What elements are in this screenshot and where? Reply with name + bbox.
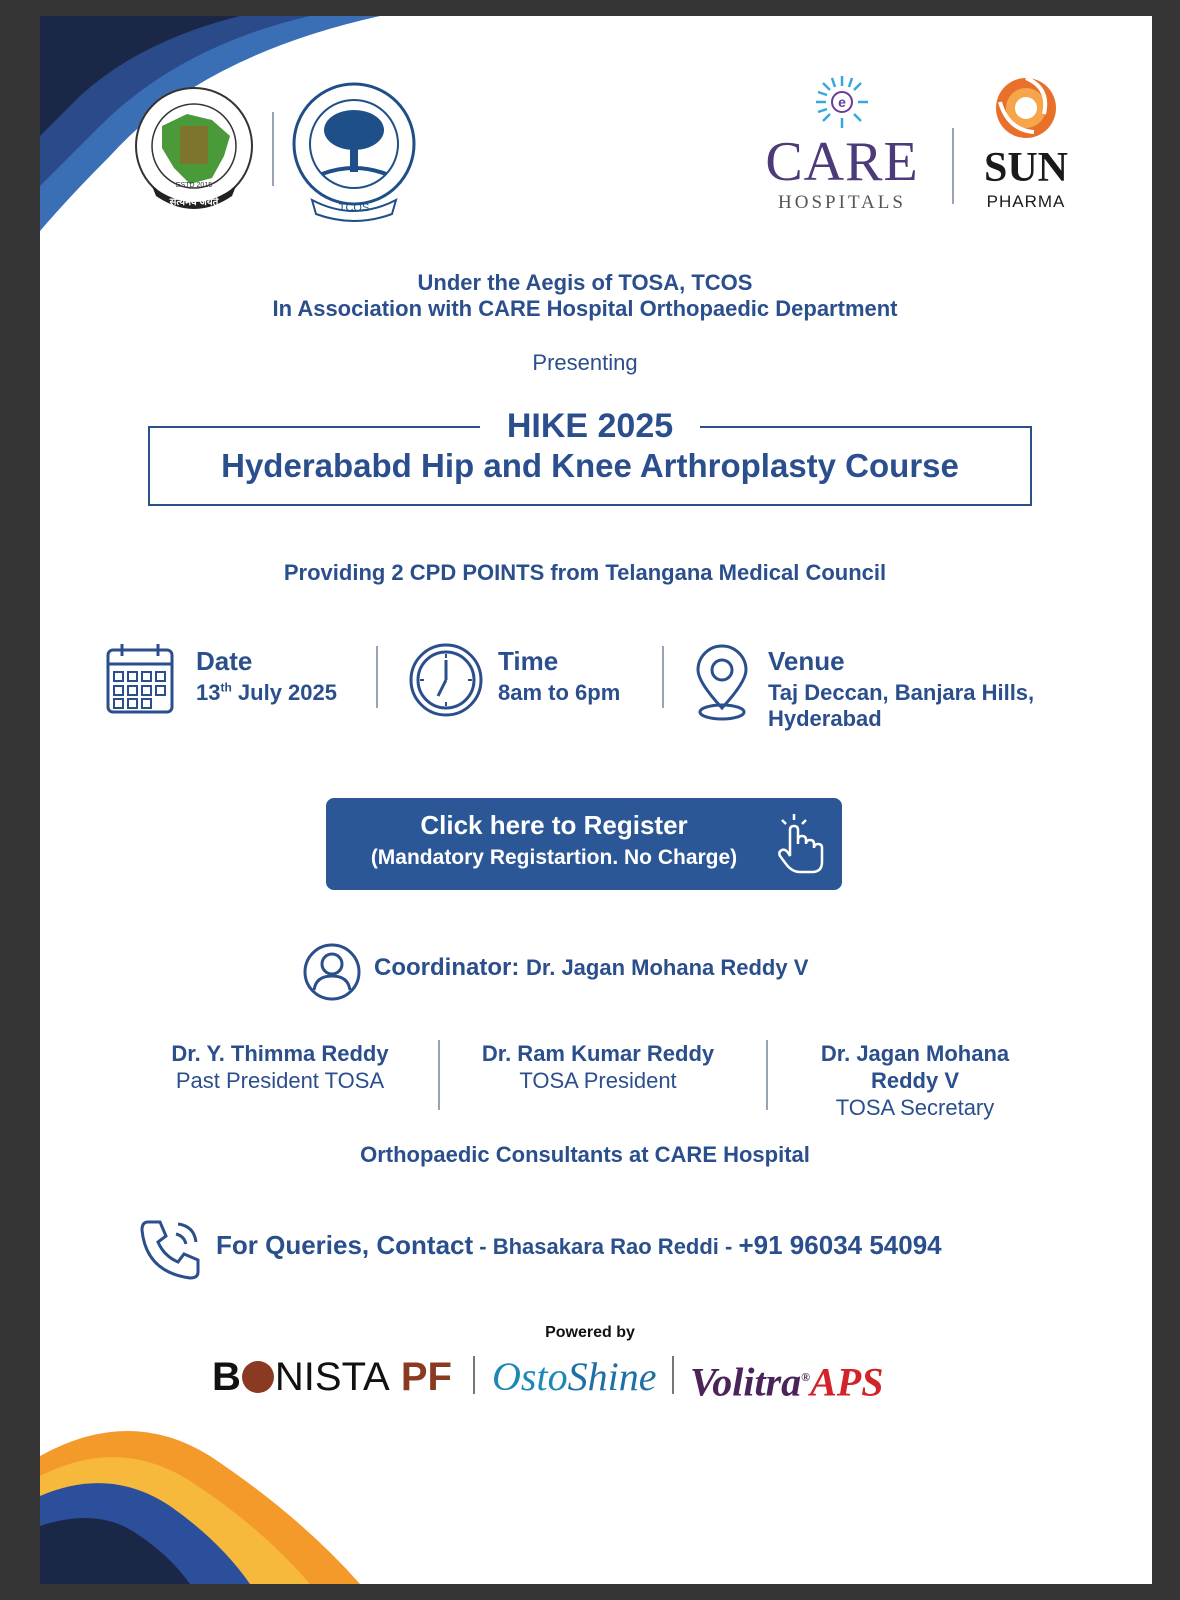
- faculty-name: Dr. Ram Kumar Reddy: [481, 1041, 715, 1066]
- bonista-rest: NISTA: [274, 1355, 390, 1399]
- volitra-text: Volitra: [690, 1359, 802, 1405]
- flyer-page: [40, 16, 1152, 1584]
- faculty-role: TOSA Secretary: [835, 1095, 995, 1120]
- coordinator-line: [374, 954, 808, 982]
- shine-text: Shine: [567, 1354, 657, 1399]
- care-name: CARE: [765, 131, 919, 193]
- cpd-points: Providing 2 CPD POINTS from Telangana Medical Council: [283, 560, 887, 585]
- date-label: Date: [196, 646, 253, 676]
- care-sub: HOSPITALS: [778, 192, 906, 213]
- coordinator-label: Coordinator:: [374, 954, 520, 981]
- date-day: 13: [196, 680, 221, 705]
- faculty-divider-1: [438, 1040, 440, 1110]
- ostoshine-logo: [492, 1352, 656, 1402]
- bonista-o-icon: [242, 1361, 274, 1393]
- sun-sub: PHARMA: [986, 192, 1066, 211]
- tcos-logo: [292, 82, 416, 222]
- osto-text: Osto: [492, 1354, 568, 1399]
- location-pin-icon: [692, 642, 752, 722]
- faculty-role: TOSA President: [519, 1068, 677, 1093]
- bonista-b: B: [212, 1355, 241, 1399]
- detail-divider-1: [376, 646, 378, 708]
- sun-pharma-logo: [972, 74, 1080, 214]
- course-subtitle: Hyderababd Hip and Knee Arthroplasty Course: [221, 447, 959, 484]
- faculty-name-line2: Reddy V: [870, 1068, 960, 1093]
- bonista-pf-logo: [212, 1352, 452, 1402]
- coordinator-name: Dr. Jagan Mohana Reddy V: [525, 955, 809, 980]
- aps-text: APS: [810, 1359, 884, 1405]
- bonista-pf: PF: [400, 1355, 452, 1399]
- powered-divider-1: [473, 1356, 475, 1394]
- clock-icon: [408, 642, 484, 718]
- date-value: [196, 680, 337, 706]
- contact-line: [216, 1230, 942, 1261]
- faculty-divider-2: [766, 1040, 768, 1110]
- detail-divider-2: [662, 646, 664, 708]
- phone-icon: [138, 1216, 204, 1282]
- contact-dash: -: [473, 1234, 493, 1259]
- association-line: In Association with CARE Hospital Orthopaedic Department: [272, 296, 898, 321]
- register-button[interactable]: [326, 798, 842, 890]
- date-rest: July 2025: [231, 680, 337, 705]
- care-hospitals-logo: [762, 74, 922, 214]
- venue-line2: Hyderabad: [768, 706, 882, 731]
- venue-line1: Taj Deccan, Banjara Hills,: [768, 680, 1035, 705]
- hand-pointer-icon: [776, 812, 826, 876]
- sun-pharma-swirl-icon: [992, 74, 1060, 142]
- register-line2: (Mandatory Registartion. No Charge): [370, 846, 738, 869]
- tosa-motto: सत्यमेव जयते: [169, 197, 219, 208]
- svg-text:e: e: [838, 94, 846, 110]
- powered-divider-2: [672, 1356, 674, 1394]
- course-title: HIKE 2025: [480, 406, 700, 446]
- sun-name: SUN: [983, 145, 1069, 191]
- faculty-name-line1: Dr. Jagan Mohana: [820, 1041, 1010, 1066]
- contact-dash: -: [718, 1234, 739, 1259]
- tcos-label: TCOS: [338, 202, 370, 214]
- venue-label: Venue: [768, 646, 845, 676]
- volitra-aps-logo: [690, 1352, 883, 1407]
- date-suffix: th: [220, 680, 232, 695]
- time-label: Time: [498, 646, 559, 676]
- logo-divider: [272, 112, 274, 186]
- corner-swoosh-bottom: [40, 1416, 380, 1584]
- registered-mark: ®: [801, 1370, 811, 1384]
- contact-phone[interactable]: +91 96034 54094: [738, 1230, 942, 1260]
- register-line1: Click here to Register: [420, 810, 688, 840]
- powered-by-label: Powered by: [545, 1324, 635, 1341]
- aegis-line: Under the Aegis of TOSA, TCOS: [417, 270, 753, 295]
- consultants-line: Orthopaedic Consultants at CARE Hospital: [360, 1142, 810, 1167]
- tosa-logo: [132, 86, 256, 216]
- contact-person: Bhasakara Rao Reddi: [492, 1234, 719, 1259]
- care-sun-icon: [814, 74, 870, 130]
- tosa-estd: ESTD 2015: [175, 182, 213, 189]
- faculty-3: [780, 1040, 1050, 1121]
- sponsor-divider: [952, 128, 954, 204]
- time-value: 8am to 6pm: [498, 680, 621, 705]
- faculty-2: [458, 1040, 738, 1094]
- faculty-1: [140, 1040, 420, 1094]
- faculty-role: Past President TOSA: [175, 1068, 385, 1093]
- calendar-icon: [106, 642, 174, 716]
- person-icon: [302, 942, 362, 1002]
- contact-label: For Queries, Contact: [216, 1230, 474, 1260]
- faculty-name: Dr. Y. Thimma Reddy: [171, 1041, 389, 1066]
- presenting-label: Presenting: [532, 350, 638, 375]
